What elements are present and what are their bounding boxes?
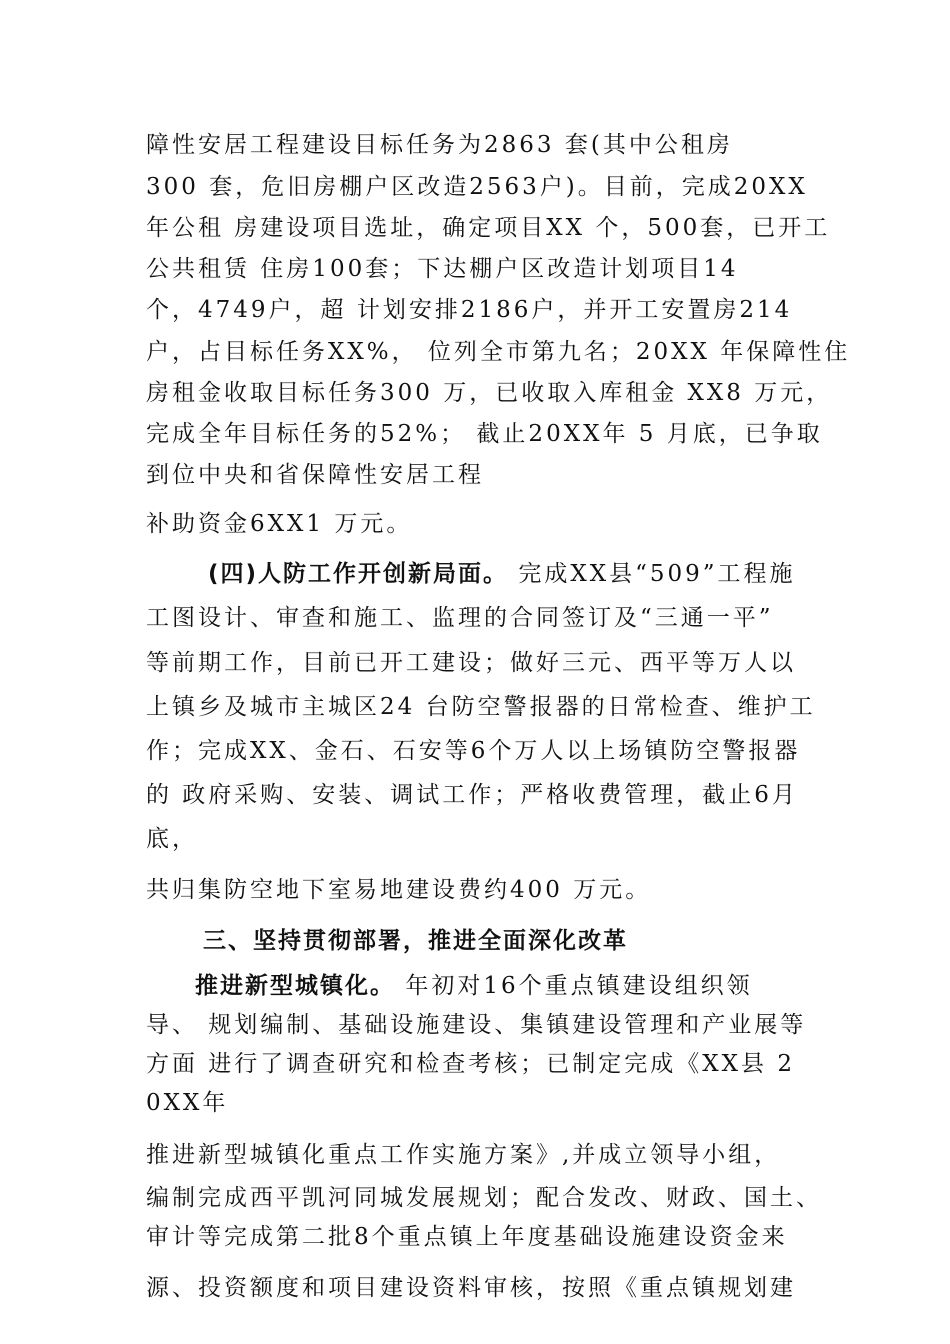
paragraph-line: 300 套，危旧房棚户区改造2563户)。目前，完成20XX <box>146 174 808 200</box>
paragraph-line: 工图设计、审查和施工、监理的合同签订及“三通一平” <box>146 605 774 631</box>
paragraph-line: 上镇乡及城市主城区24 台防空警报器的日常检查、维护工 <box>146 694 816 720</box>
paragraph-line: 作；完成XX、金石、石安等6个万人以上场镇防空警报器 <box>146 738 801 764</box>
paragraph-line: 导、 规划编制、基础设施建设、集镇建设管理和产业展等 <box>146 1012 807 1038</box>
paragraph-line: 方面 进行了调查研究和检查考核；已制定完成《XX县 2 <box>146 1051 796 1077</box>
paragraph-line: 共归集防空地下室易地建设费约400 万元。 <box>146 877 652 903</box>
paragraph-line: 补助资金6XX1 万元。 <box>146 511 413 537</box>
urbanization-heading: 推进新型城镇化。 <box>195 973 395 999</box>
paragraph-line: 年公租 房建设项目选址，确定项目XX 个，500套，已开工 <box>146 215 831 241</box>
paragraph-line: 到位中央和省保障性安居工程 <box>146 462 484 488</box>
section-four-text: 完成XX县“509”工程施 <box>518 561 796 587</box>
paragraph-line: 等前期工作，目前已开工建设；做好三元、西平等万人以 <box>146 650 796 676</box>
section-three-heading: 三、坚持贯彻部署，推进全面深化改革 <box>203 928 628 954</box>
paragraph-line: 完成全年目标任务的52%； 截止20XX年 5 月底，已争取 <box>146 421 823 447</box>
paragraph-line: 的 政府采购、安装、调试工作；严格收费管理，截止6月 <box>146 782 798 808</box>
urbanization-first-line <box>195 971 753 1001</box>
paragraph-line: 公共租赁 住房100套；下达棚户区改造计划项目14 <box>146 256 739 282</box>
paragraph-line: 底， <box>146 826 198 852</box>
paragraph-line: 户，占目标任务XX%， 位列全市第九名；20XX 年保障性住 <box>146 339 851 365</box>
paragraph-line: 推进新型城镇化重点工作实施方案》,并成立领导小组， <box>146 1142 781 1168</box>
paragraph-line: 编制完成西平凯河同城发展规划；配合发改、财政、国土、 <box>146 1185 822 1211</box>
paragraph-line: 审计等完成第二批8个重点镇上年度基础设施建设资金来 <box>146 1224 788 1250</box>
paragraph-line: 源、投资额度和项目建设资料审核，按照《重点镇规划建 <box>146 1275 796 1301</box>
urbanization-text: 年初对16个重点镇建设组织领 <box>405 973 753 999</box>
paragraph-line: 个，4749户，超 计划安排2186户，并开工安置房214 <box>146 297 793 323</box>
paragraph-line: 0XX年 <box>146 1090 229 1116</box>
section-four-first-line <box>208 559 796 589</box>
paragraph-line: 障性安居工程建设目标任务为2863 套(其中公租房 <box>146 132 733 158</box>
paragraph-line: 房租金收取目标任务300 万，已收取入库租金 XX8 万元， <box>146 380 833 406</box>
section-four-heading: (四)人防工作开创新局面。 <box>208 561 509 587</box>
